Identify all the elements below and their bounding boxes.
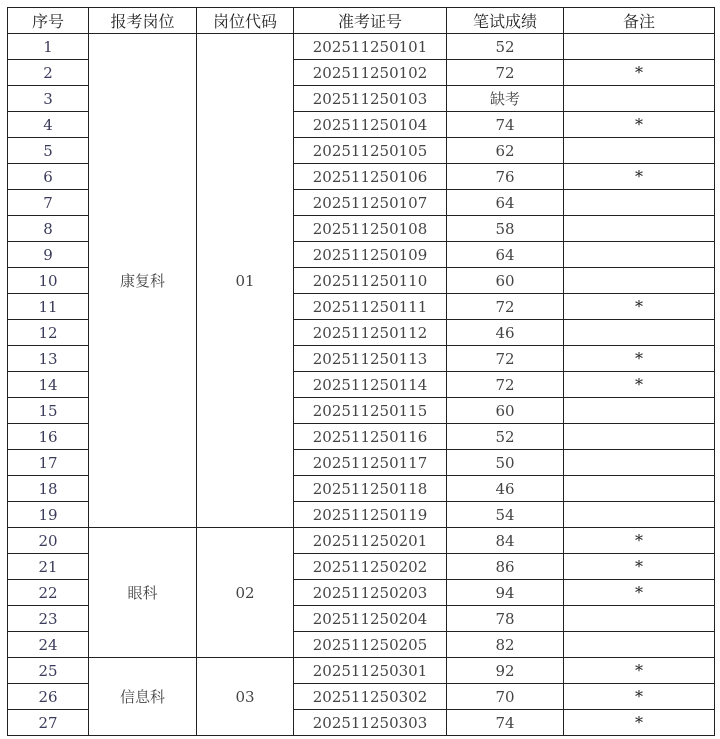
exam-id-cell: 202511250107: [294, 190, 447, 216]
exam-id-cell: 202511250201: [294, 528, 447, 554]
seq-cell: 23: [8, 606, 89, 632]
score-cell: 缺考: [447, 86, 564, 112]
seq-cell: 15: [8, 398, 89, 424]
seq-cell: 3: [8, 86, 89, 112]
score-table: [7, 7, 715, 736]
header-row: [8, 8, 715, 34]
exam-id-cell: 202511250119: [294, 502, 447, 528]
score-cell: 94: [447, 580, 564, 606]
exam-id-cell: 202511250117: [294, 450, 447, 476]
score-cell: 58: [447, 216, 564, 242]
seq-cell: 21: [8, 554, 89, 580]
score-cell: 62: [447, 138, 564, 164]
note-cell: *: [564, 294, 715, 320]
seq-cell: 24: [8, 632, 89, 658]
note-cell: *: [564, 528, 715, 554]
exam-id-cell: 202511250116: [294, 424, 447, 450]
note-cell: [564, 398, 715, 424]
exam-id-cell: 202511250108: [294, 216, 447, 242]
note-cell: [564, 190, 715, 216]
seq-cell: 17: [8, 450, 89, 476]
table-row: [8, 34, 715, 60]
note-cell: *: [564, 684, 715, 710]
score-cell: 46: [447, 320, 564, 346]
exam-id-cell: 202511250113: [294, 346, 447, 372]
note-cell: [564, 502, 715, 528]
score-cell: 82: [447, 632, 564, 658]
exam-id-cell: 202511250101: [294, 34, 447, 60]
header-position: 报考岗位: [89, 8, 197, 34]
score-cell: 64: [447, 242, 564, 268]
note-cell: *: [564, 554, 715, 580]
seq-cell: 4: [8, 112, 89, 138]
note-cell: *: [564, 710, 715, 736]
table-row: [8, 658, 715, 684]
note-cell: [564, 424, 715, 450]
exam-id-cell: 202511250205: [294, 632, 447, 658]
exam-id-cell: 202511250112: [294, 320, 447, 346]
position-cell: 眼科: [89, 528, 197, 658]
table-body: [8, 34, 715, 736]
note-cell: [564, 138, 715, 164]
score-cell: 76: [447, 164, 564, 190]
exam-id-cell: 202511250104: [294, 112, 447, 138]
seq-cell: 19: [8, 502, 89, 528]
note-cell: [564, 86, 715, 112]
note-cell: [564, 320, 715, 346]
exam-id-cell: 202511250114: [294, 372, 447, 398]
score-cell: 84: [447, 528, 564, 554]
seq-cell: 26: [8, 684, 89, 710]
seq-cell: 5: [8, 138, 89, 164]
note-cell: *: [564, 580, 715, 606]
exam-id-cell: 202511250303: [294, 710, 447, 736]
seq-cell: 13: [8, 346, 89, 372]
note-cell: [564, 34, 715, 60]
note-cell: [564, 450, 715, 476]
note-cell: *: [564, 164, 715, 190]
score-cell: 46: [447, 476, 564, 502]
seq-cell: 2: [8, 60, 89, 86]
exam-id-cell: 202511250204: [294, 606, 447, 632]
header-exam-id: 准考证号: [294, 8, 447, 34]
seq-cell: 6: [8, 164, 89, 190]
score-cell: 72: [447, 294, 564, 320]
score-cell: 78: [447, 606, 564, 632]
seq-cell: 14: [8, 372, 89, 398]
score-cell: 72: [447, 60, 564, 86]
header-seq: 序号: [8, 8, 89, 34]
note-cell: [564, 268, 715, 294]
score-cell: 92: [447, 658, 564, 684]
note-cell: [564, 476, 715, 502]
exam-id-cell: 202511250102: [294, 60, 447, 86]
exam-id-cell: 202511250105: [294, 138, 447, 164]
note-cell: *: [564, 60, 715, 86]
score-cell: 52: [447, 424, 564, 450]
exam-id-cell: 202511250202: [294, 554, 447, 580]
score-cell: 74: [447, 710, 564, 736]
exam-id-cell: 202511250302: [294, 684, 447, 710]
exam-id-cell: 202511250301: [294, 658, 447, 684]
exam-id-cell: 202511250115: [294, 398, 447, 424]
exam-id-cell: 202511250118: [294, 476, 447, 502]
note-cell: [564, 606, 715, 632]
note-cell: [564, 632, 715, 658]
score-cell: 52: [447, 34, 564, 60]
seq-cell: 1: [8, 34, 89, 60]
seq-cell: 22: [8, 580, 89, 606]
header-code: 岗位代码: [197, 8, 294, 34]
score-cell: 60: [447, 398, 564, 424]
score-cell: 86: [447, 554, 564, 580]
seq-cell: 25: [8, 658, 89, 684]
note-cell: *: [564, 112, 715, 138]
seq-cell: 11: [8, 294, 89, 320]
code-cell: 03: [197, 658, 294, 736]
header-score: 笔试成绩: [447, 8, 564, 34]
header-note: 备注: [564, 8, 715, 34]
note-cell: [564, 216, 715, 242]
exam-id-cell: 202511250110: [294, 268, 447, 294]
score-cell: 72: [447, 372, 564, 398]
position-cell: 康复科: [89, 34, 197, 528]
seq-cell: 9: [8, 242, 89, 268]
table-row: [8, 528, 715, 554]
exam-id-cell: 202511250111: [294, 294, 447, 320]
seq-cell: 27: [8, 710, 89, 736]
seq-cell: 18: [8, 476, 89, 502]
code-cell: 02: [197, 528, 294, 658]
score-cell: 50: [447, 450, 564, 476]
score-cell: 60: [447, 268, 564, 294]
seq-cell: 7: [8, 190, 89, 216]
score-cell: 72: [447, 346, 564, 372]
score-cell: 70: [447, 684, 564, 710]
score-cell: 64: [447, 190, 564, 216]
note-cell: *: [564, 346, 715, 372]
seq-cell: 16: [8, 424, 89, 450]
exam-id-cell: 202511250109: [294, 242, 447, 268]
position-cell: 信息科: [89, 658, 197, 736]
score-cell: 54: [447, 502, 564, 528]
exam-id-cell: 202511250106: [294, 164, 447, 190]
note-cell: *: [564, 372, 715, 398]
note-cell: [564, 242, 715, 268]
note-cell: *: [564, 658, 715, 684]
exam-id-cell: 202511250203: [294, 580, 447, 606]
seq-cell: 10: [8, 268, 89, 294]
seq-cell: 8: [8, 216, 89, 242]
code-cell: 01: [197, 34, 294, 528]
score-cell: 74: [447, 112, 564, 138]
seq-cell: 12: [8, 320, 89, 346]
seq-cell: 20: [8, 528, 89, 554]
exam-id-cell: 202511250103: [294, 86, 447, 112]
